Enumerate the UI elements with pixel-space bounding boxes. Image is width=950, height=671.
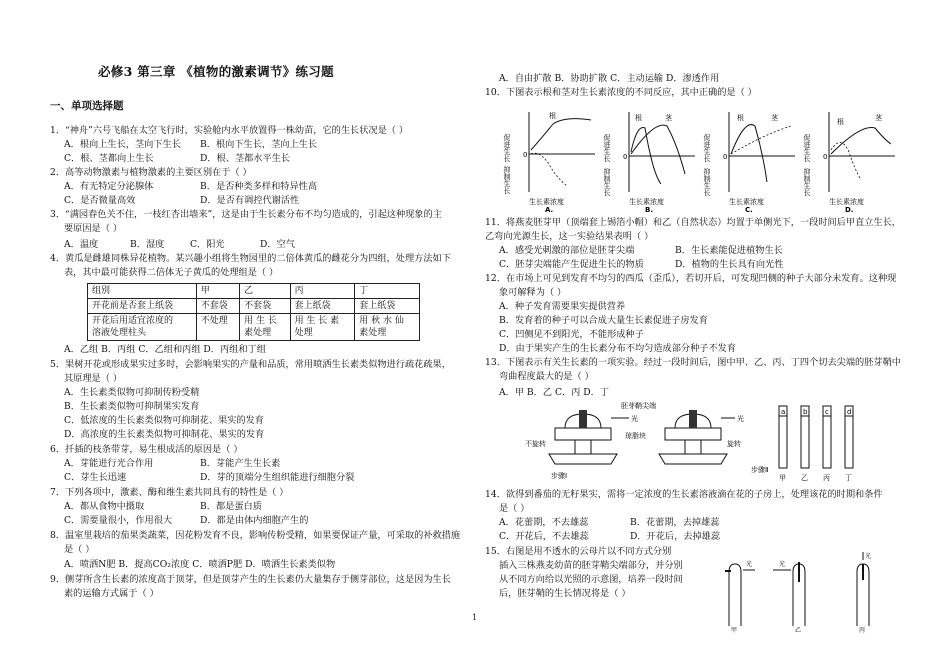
- q3-option-b: B．湿度: [130, 239, 165, 250]
- q8-stem-line1: 8．温室里栽培的茄果类蔬菜，因花粉发育不良，影响传粉受精，如果要保证产量，可采取的补救措施: [50, 530, 461, 541]
- q6-option-d: D．芽的顶端分生组织能进行细胞分裂: [200, 472, 355, 483]
- table-cell: 开花前是否套上纸袋: [88, 299, 197, 314]
- cell-line: 用 生 长 素: [294, 316, 340, 326]
- y-label-inhibit: 抑制生长: [803, 168, 811, 196]
- curve-stem: [831, 128, 891, 154]
- cell-line: 溶液处理柱头: [92, 328, 147, 338]
- coleoptile: [729, 564, 741, 626]
- q3-option-d: D．空气: [260, 239, 295, 250]
- q2-option-b: B．是否种类多样和特异性高: [200, 181, 318, 192]
- q1-option-b: B．根向下生长，茎向上生长: [200, 139, 318, 150]
- cell-line: 用 秋 水 仙: [359, 316, 404, 326]
- name-label: 乙: [801, 474, 808, 482]
- name-label: 乙: [795, 627, 802, 634]
- q13-options: A．甲 B．乙 C．丙 D．丁: [499, 387, 610, 398]
- block-label: d: [847, 408, 852, 416]
- seedling-bing: [857, 552, 871, 634]
- page-number: 1: [472, 613, 478, 622]
- q11-option-d: D．植物的生长具有向光性: [675, 259, 784, 270]
- coleoptile: [779, 416, 787, 468]
- table-cell: 套上纸袋: [355, 299, 420, 314]
- table-cell: [290, 314, 355, 341]
- stand: [685, 440, 701, 454]
- step2-label: 步骤Ⅱ: [751, 466, 769, 474]
- q14-stem-line2: 是（ ）: [499, 503, 530, 514]
- q5-option-c: C．低浓度的生长素类似物可抑制花、果实的发育: [64, 415, 264, 426]
- q10-graph-d: [803, 112, 895, 214]
- curve-stem: [731, 125, 767, 182]
- graph-letter: C.: [745, 206, 753, 214]
- q7-option-d: D．都是由体内细胞产生的: [200, 515, 309, 526]
- table-cell: [88, 314, 197, 341]
- q9-stem-line2: 素的运输方式属于（ ）: [64, 588, 159, 599]
- q14-option-a: A．花蕾期，不去雄蕊: [499, 517, 589, 528]
- table-cell: 套上纸袋: [290, 299, 355, 314]
- tip: [689, 410, 697, 428]
- q4-stem-line2: 表，其中最可能获得二倍体无子黄瓜的处理组是（ ）: [64, 267, 279, 278]
- q1-option-d: D．根、茎都水平生长: [200, 153, 291, 164]
- curve-root: [531, 119, 591, 150]
- agar-plate: [665, 428, 721, 440]
- table-row: [88, 284, 420, 299]
- q14-option-d: D．开花后，去掉雄蕊: [630, 531, 721, 542]
- q6-option-c: C．芽生长迅速: [64, 472, 127, 483]
- q4-stem-line1: 4．黄瓜是雌雄同株异花植物。某兴趣小组将生物园里的二倍体黄瓜的雌花分为四组，处理方法如下: [50, 253, 451, 264]
- q8-stem-line2: 是（ ）: [64, 544, 95, 555]
- cell-line: 用 生 长: [244, 316, 277, 326]
- stem-label: 茎: [771, 114, 778, 122]
- q12-option-c: C．凹侧见不到阳光，不能形成种子: [499, 329, 644, 340]
- root-label: 根: [737, 114, 744, 122]
- q11-option-c: C．胚芽尖端能产生促进生长的物质: [499, 259, 644, 270]
- y-label-inhibit: 抑制生长: [503, 166, 511, 194]
- q2-option-a: A．有无特定分泌腺体: [64, 181, 154, 192]
- q1-option-a: A．根向上生长，茎向下生长: [64, 139, 181, 150]
- q4-options: A．乙组 B．丙组 C．乙组和丙组 D．丙组和丁组: [64, 344, 266, 355]
- q15-line4: 后，胚芽鞘的生长情况将是（ ）: [499, 588, 631, 599]
- norotate-label: 不旋转: [525, 440, 546, 448]
- light-label: 光: [746, 561, 753, 568]
- q10-graph-a: [503, 111, 595, 214]
- q5-stem-line2: 其原理是（ ）: [64, 373, 123, 384]
- q7-stem: 7．下列各项中，激素、酶和维生素共同具有的特性是（ ）: [50, 487, 289, 498]
- table-row: [88, 299, 420, 314]
- q14-option-b: B．花蕾期，去掉雄蕊: [630, 517, 720, 528]
- q11-option-b: B．生长素能促进植物生长: [675, 245, 783, 256]
- name-label: 丁: [845, 474, 852, 482]
- q8-options: A．喷洒N肥 B．提高CO₂浓度 C．喷洒P肥 D．喷洒生长素类似物: [64, 559, 336, 570]
- step2-group: [751, 406, 853, 482]
- q2-option-c: C．是否微量高效: [64, 195, 136, 206]
- name-label: 甲: [779, 474, 786, 482]
- mica-sheet: [725, 570, 731, 572]
- q6-stem: 6．扦插的枝条带芽，易生根成活的原因是（ ）: [50, 444, 243, 455]
- step1-label: 步骤Ⅰ: [551, 472, 568, 480]
- q7-option-a: A．都从食物中摄取: [64, 501, 145, 512]
- q12-stem-line1: 12．在市场上可见到发育不均匀的西瓜（歪瓜），若切开后，可发现凹侧的种子大部分未发育。这种现: [485, 273, 897, 284]
- block-label: a: [781, 408, 786, 416]
- y-label-promote: 促进生长: [603, 134, 611, 162]
- rotate-label: 旋转: [727, 440, 741, 448]
- page-title: 必修3 第三章 《植物的激素调节》练习题: [98, 64, 334, 79]
- coleoptile: [801, 416, 809, 468]
- q15-figure: [715, 552, 895, 632]
- zero-label: 0: [523, 151, 528, 159]
- name-label: 甲: [731, 627, 738, 634]
- q6-option-b: B．芽能产生生长素: [200, 458, 281, 469]
- q7-option-b: B．都是蛋白质: [200, 501, 262, 512]
- name-label: 丙: [823, 474, 830, 482]
- q1-stem: 1．“神舟”六号飞船在太空飞行时，实验舱内水平放置得一株幼苗，它的生长状况是（ ）: [50, 125, 409, 136]
- light-label: 光: [737, 415, 744, 423]
- q5-option-a: A．生长素类似物可抑制传粉受精: [64, 387, 200, 398]
- curve-stem: [631, 125, 685, 174]
- q13-figure: [525, 398, 865, 486]
- zero-label: 0: [823, 153, 828, 161]
- q11-stem-line1: 11．将燕麦胚芽甲（顶端套上锡箔小帽）和乙（自然状态）均置于单侧光下，一段时间后甲直立生长，: [485, 217, 901, 228]
- q10-graph-c: [703, 112, 795, 214]
- q12-option-a: A．种子发育需要果实提供营养: [499, 301, 626, 312]
- q1-option-c: C．根、茎都向上生长: [64, 153, 154, 164]
- q2-stem: 2．高等动物激素与植物激素的主要区别在于（ ）: [50, 167, 252, 178]
- q4-table: [87, 283, 420, 341]
- light-label: 光: [865, 553, 872, 560]
- q3-stem-line1: 3．“满园春色关不住，一枝红杏出墙来”，这是由于生长素分布不均匀造成的，引起这种现象的主: [50, 209, 442, 220]
- name-label: 丙: [859, 627, 866, 634]
- agar-label: 琼脂块: [625, 432, 646, 440]
- y-label-promote: 促进生长: [803, 134, 811, 162]
- table-cell: 甲: [196, 284, 239, 299]
- q13-stem-line1: 13．下图表示有关生长素的一项实验。经过一段时间后，图中甲、乙、丙、丁四个切去尖端的胚芽鞘中: [485, 357, 901, 368]
- q14-option-c: C．开花后，不去雄蕊: [499, 531, 589, 542]
- q7-option-c: C．需要量很小，作用很大: [64, 515, 173, 526]
- q12-stem-line2: 象可解释为（ ）: [499, 287, 567, 298]
- q10-stem: 10．下图表示根和茎对生长素浓度的不同反应，其中正确的是（ ）: [485, 87, 757, 98]
- light-label: 光: [631, 415, 638, 423]
- table-cell: 乙: [240, 284, 290, 299]
- q5-option-d: D．高浓度的生长素类似物可抑制花、果实的发育: [64, 429, 265, 440]
- stem-label: 茎: [665, 114, 672, 122]
- curve-stem: [531, 153, 567, 186]
- graph-letter: D.: [845, 206, 854, 214]
- stand: [575, 440, 591, 454]
- curve-root: [831, 142, 861, 180]
- coleoptile: [845, 416, 853, 468]
- q13-stem-line2: 弯曲程度最大的是（ ）: [499, 371, 594, 382]
- y-label-inhibit: 抑制生长: [603, 168, 611, 196]
- q15-stem: 15．右图是用不透水的云母片以不同方式分别: [485, 546, 672, 557]
- section-heading: 一、单项选择题: [50, 100, 124, 112]
- q10-graphs-figure: [505, 104, 905, 212]
- graph-letter: B.: [645, 206, 653, 214]
- q3-option-c: C．阳光: [190, 239, 225, 250]
- seedling-yi: [773, 560, 805, 634]
- base: [659, 454, 727, 464]
- x-label: 生长素浓度: [729, 198, 764, 206]
- q9-options: A．自由扩散 B．协助扩散 C．主动运输 D．渗透作用: [499, 73, 720, 84]
- apparatus-rotate: [659, 410, 744, 464]
- block-label: b: [803, 408, 808, 416]
- coleoptile: [823, 416, 831, 468]
- zero-label: 0: [623, 153, 628, 161]
- base: [549, 454, 617, 464]
- x-label: 生长素浓度: [629, 198, 664, 206]
- q9-stem-line1: 9．侧芽所含生长素的浓度高于顶芽，但是顶芽产生的生长素仍大量集存于侧芽部位，这是因为生长: [50, 574, 451, 585]
- zero-label: 0: [723, 153, 728, 161]
- block-label: c: [825, 408, 829, 416]
- q5-stem-line1: 5．果树开花或形成果实过多时，会影响果实的产量和品质，常用喷洒生长素类似物进行疏花疏果，: [50, 359, 451, 370]
- table-cell: [355, 314, 420, 341]
- cell-line: 处理: [294, 328, 313, 338]
- q11-option-a: A．感受光刺激的部位是胚芽尖端: [499, 245, 635, 256]
- table-cell: 不套袋: [240, 299, 290, 314]
- q12-option-b: B．发育着的种子可以合成大量生长素促进子房发育: [499, 315, 708, 326]
- q6-option-a: A．芽能进行光合作用: [64, 458, 154, 469]
- table-cell: 丙: [290, 284, 355, 299]
- q14-stem-line1: 14．欲得到番茄的无籽果实，需将一定浓度的生长素溶液滴在花的子房上，处理该花的时期和条件: [485, 489, 883, 500]
- graph-letter: A.: [545, 206, 554, 214]
- y-label-promote: 促进生长: [703, 134, 711, 162]
- tip: [579, 410, 587, 428]
- q3-option-a: A．温度: [64, 239, 99, 250]
- q11-stem-line2: 乙弯向光源生长，这一实验结果表明（ ）: [485, 231, 654, 242]
- light-label: 光: [779, 561, 786, 568]
- cell-line: 素处理: [244, 328, 272, 338]
- table-cell: 不处理: [196, 314, 239, 341]
- root-label: 根: [635, 114, 642, 122]
- y-label-promote: 促进生长: [503, 134, 511, 162]
- cell-line: 素处理: [359, 328, 387, 338]
- q15-line3: 从不同方向给以光照的示意图，培养一段时间: [499, 574, 683, 585]
- table-cell: 不套袋: [196, 299, 239, 314]
- q5-option-b: B．生长素类似物可抑制果实发育: [64, 401, 200, 412]
- x-label: 生长素浓度: [829, 198, 864, 206]
- table-cell: 组别: [88, 284, 197, 299]
- apparatus-norotate: [525, 410, 638, 480]
- root-label: 根: [549, 112, 556, 120]
- q2-option-d: D．是否有调控代谢活性: [200, 195, 300, 206]
- y-label-inhibit: 抑制生长: [703, 168, 711, 196]
- table-cell: [240, 314, 290, 341]
- table-row: [88, 314, 420, 341]
- q10-graph-b: [603, 112, 695, 214]
- x-label: 生长素浓度: [529, 198, 564, 206]
- cell-line: 开花后用适宜浓度的: [92, 316, 174, 326]
- table-cell: 丁: [355, 284, 420, 299]
- root-label: 根: [837, 118, 844, 126]
- tip-label: 胚芽鞘尖端: [621, 402, 656, 410]
- q15-line2: 插入三株燕麦幼苗的胚芽鞘尖端部分，并分别: [499, 560, 683, 571]
- agar-plate: [555, 428, 611, 440]
- seedling-jia: [725, 560, 755, 634]
- stem-label: 茎: [875, 114, 882, 122]
- q3-stem-line2: 要原因是（ ）: [64, 223, 123, 234]
- q12-option-d: D．由于果实产生的生长素分布不均匀造成部分种子不发育: [499, 343, 737, 354]
